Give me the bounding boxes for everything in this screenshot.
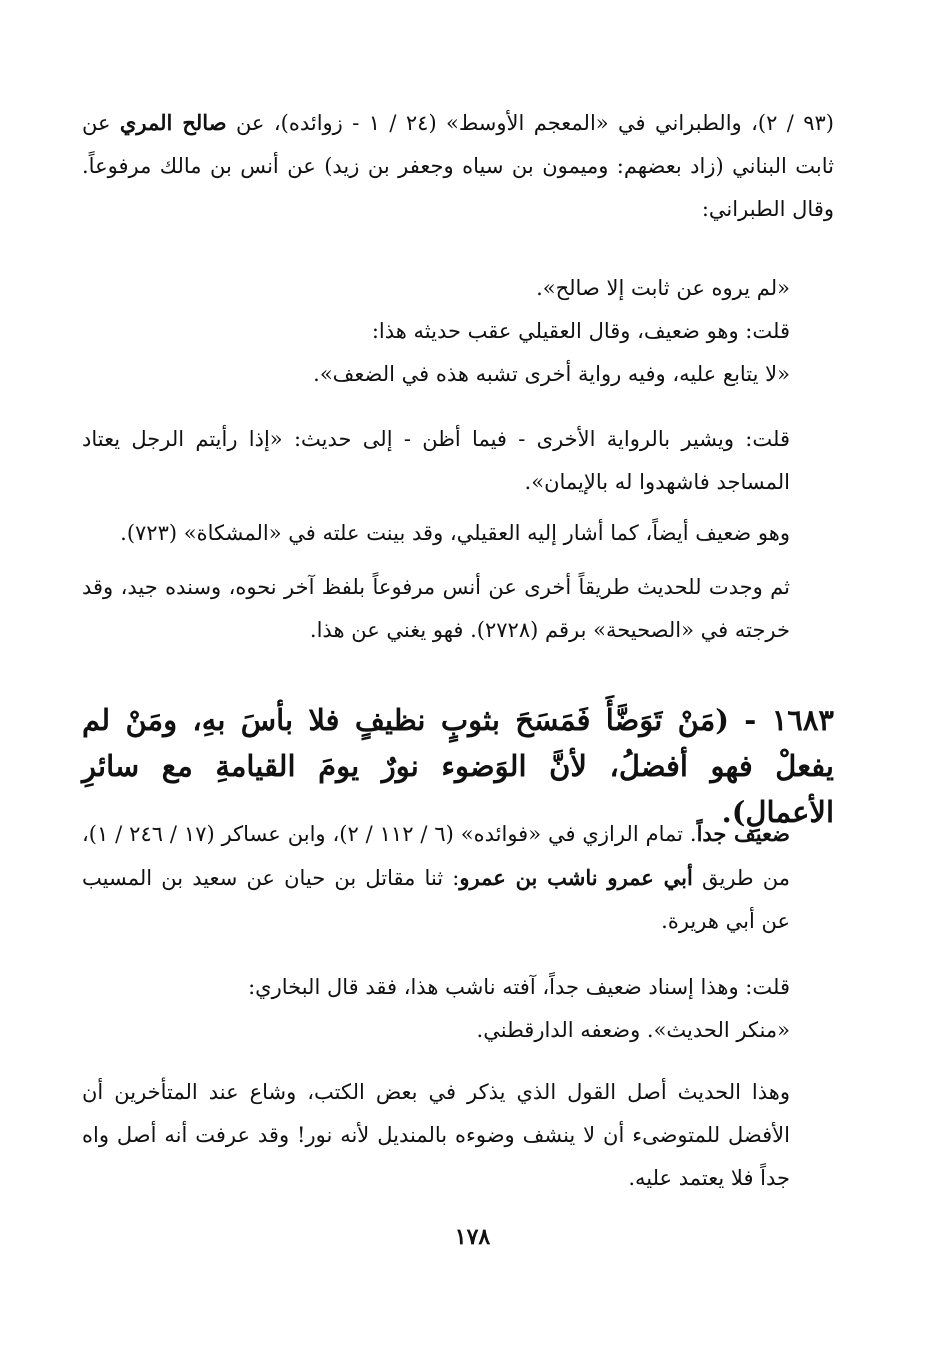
weak-note-block [82,512,834,555]
grading-block [82,812,834,943]
hadith-heading: ١٦٨٣ - (مَنْ تَوَضَّأَ فَمَسَحَ بثوبٍ نظيفٍ فلا بأسَ بهِ، ومَنْ لم يفعلْ فهو أفضلُ، لأنَّ الوَضوء نورٌ يومَ القيامةِ مع سائرِ الأعمالِ). [82,703,834,829]
narrator-name-bold: صالح المري [119,110,227,135]
paragraph-takhrij [82,101,834,231]
quote-comment-1: قلت: وهو ضعيف، وقال العقيلي عقب حديثه هذا: [371,319,790,343]
page-number: ١٧٨ [454,1224,491,1250]
quote-bukhari: «منكر الحديث». وضعفه الدارقطني. [476,1018,790,1042]
paragraph-other-narration: قلت: ويشير بالرواية الأخرى - فيما أظن - إلى حديث: «إذا رأيتم الرجل يعتاد المساجد فاشهدوا له بالإيمان». [82,427,790,494]
upper-text-block [82,101,834,231]
middle-text-block [82,418,834,504]
grading-part2: : ثنا مقاتل بن حيان عن سعيد بن المسيب عن أبي هريرة. [82,866,790,933]
paragraph-grading [82,812,834,943]
quote-block-2 [82,966,834,1052]
other-route-block [82,566,834,652]
grading-part1: . تمام الرازي في «فوائده» (٦ / ١١٢ / ٢)، وابن عساكر (١٧ / ٢٤٦ / ١)، من طريق [82,822,791,890]
quote-tabarani: «لم يروه عن ثابت إلا صالح». [536,276,790,300]
quote-uqayli: «لا يتابع عليه، وفيه رواية أخرى تشبه هذه في الضعف». [313,362,790,386]
weak-narrator-bold: أبي عمرو ناشب بن عمرو [459,865,693,890]
quote-comment-2: قلت: وهذا إسناد ضعيف جداً، آفته ناشب هذا، فقد قال البخاري: [248,975,790,999]
paragraph-takhrij-part2: عن ثابت البناني (زاد بعضهم: وميمون بن سياه وجعفر بن زيد) عن أنس بن مالك مرفوعاً. وقال الطبراني: [82,111,834,221]
paragraph-weak-note: وهو ضعيف أيضاً، كما أشار إليه العقيلي، وقد بينت علته في «المشكاة» (٧٢٣). [120,521,790,545]
grading-bold: ضعيف جداً [696,821,790,846]
paragraph-conclusion: وهذا الحديث أصل القول الذي يذكر في بعض الكتب، وشاع عند المتأخرين أن الأفضل للمتوضىء أن لا ينشف وضوءه بالمنديل لأنه نور! وقد عرفت أنه أصل واه جداً فلا يعتمد عليه. [82,1080,790,1190]
quote-block-1 [82,267,834,396]
conclusion-block [82,1071,834,1200]
paragraph-takhrij-part1: (٩٣ / ٢)، والطبراني في «المعجم الأوسط» (٢٤ / ١ - زوائده)، عن [226,111,834,135]
paragraph-other-route: ثم وجدت للحديث طريقاً أخرى عن أنس مرفوعاً بلفظ آخر نحوه، وسنده جيد، وقد خرجته في «الصحيحة» برقم (٢٧٢٨). فهو يغني عن هذا. [82,575,790,642]
